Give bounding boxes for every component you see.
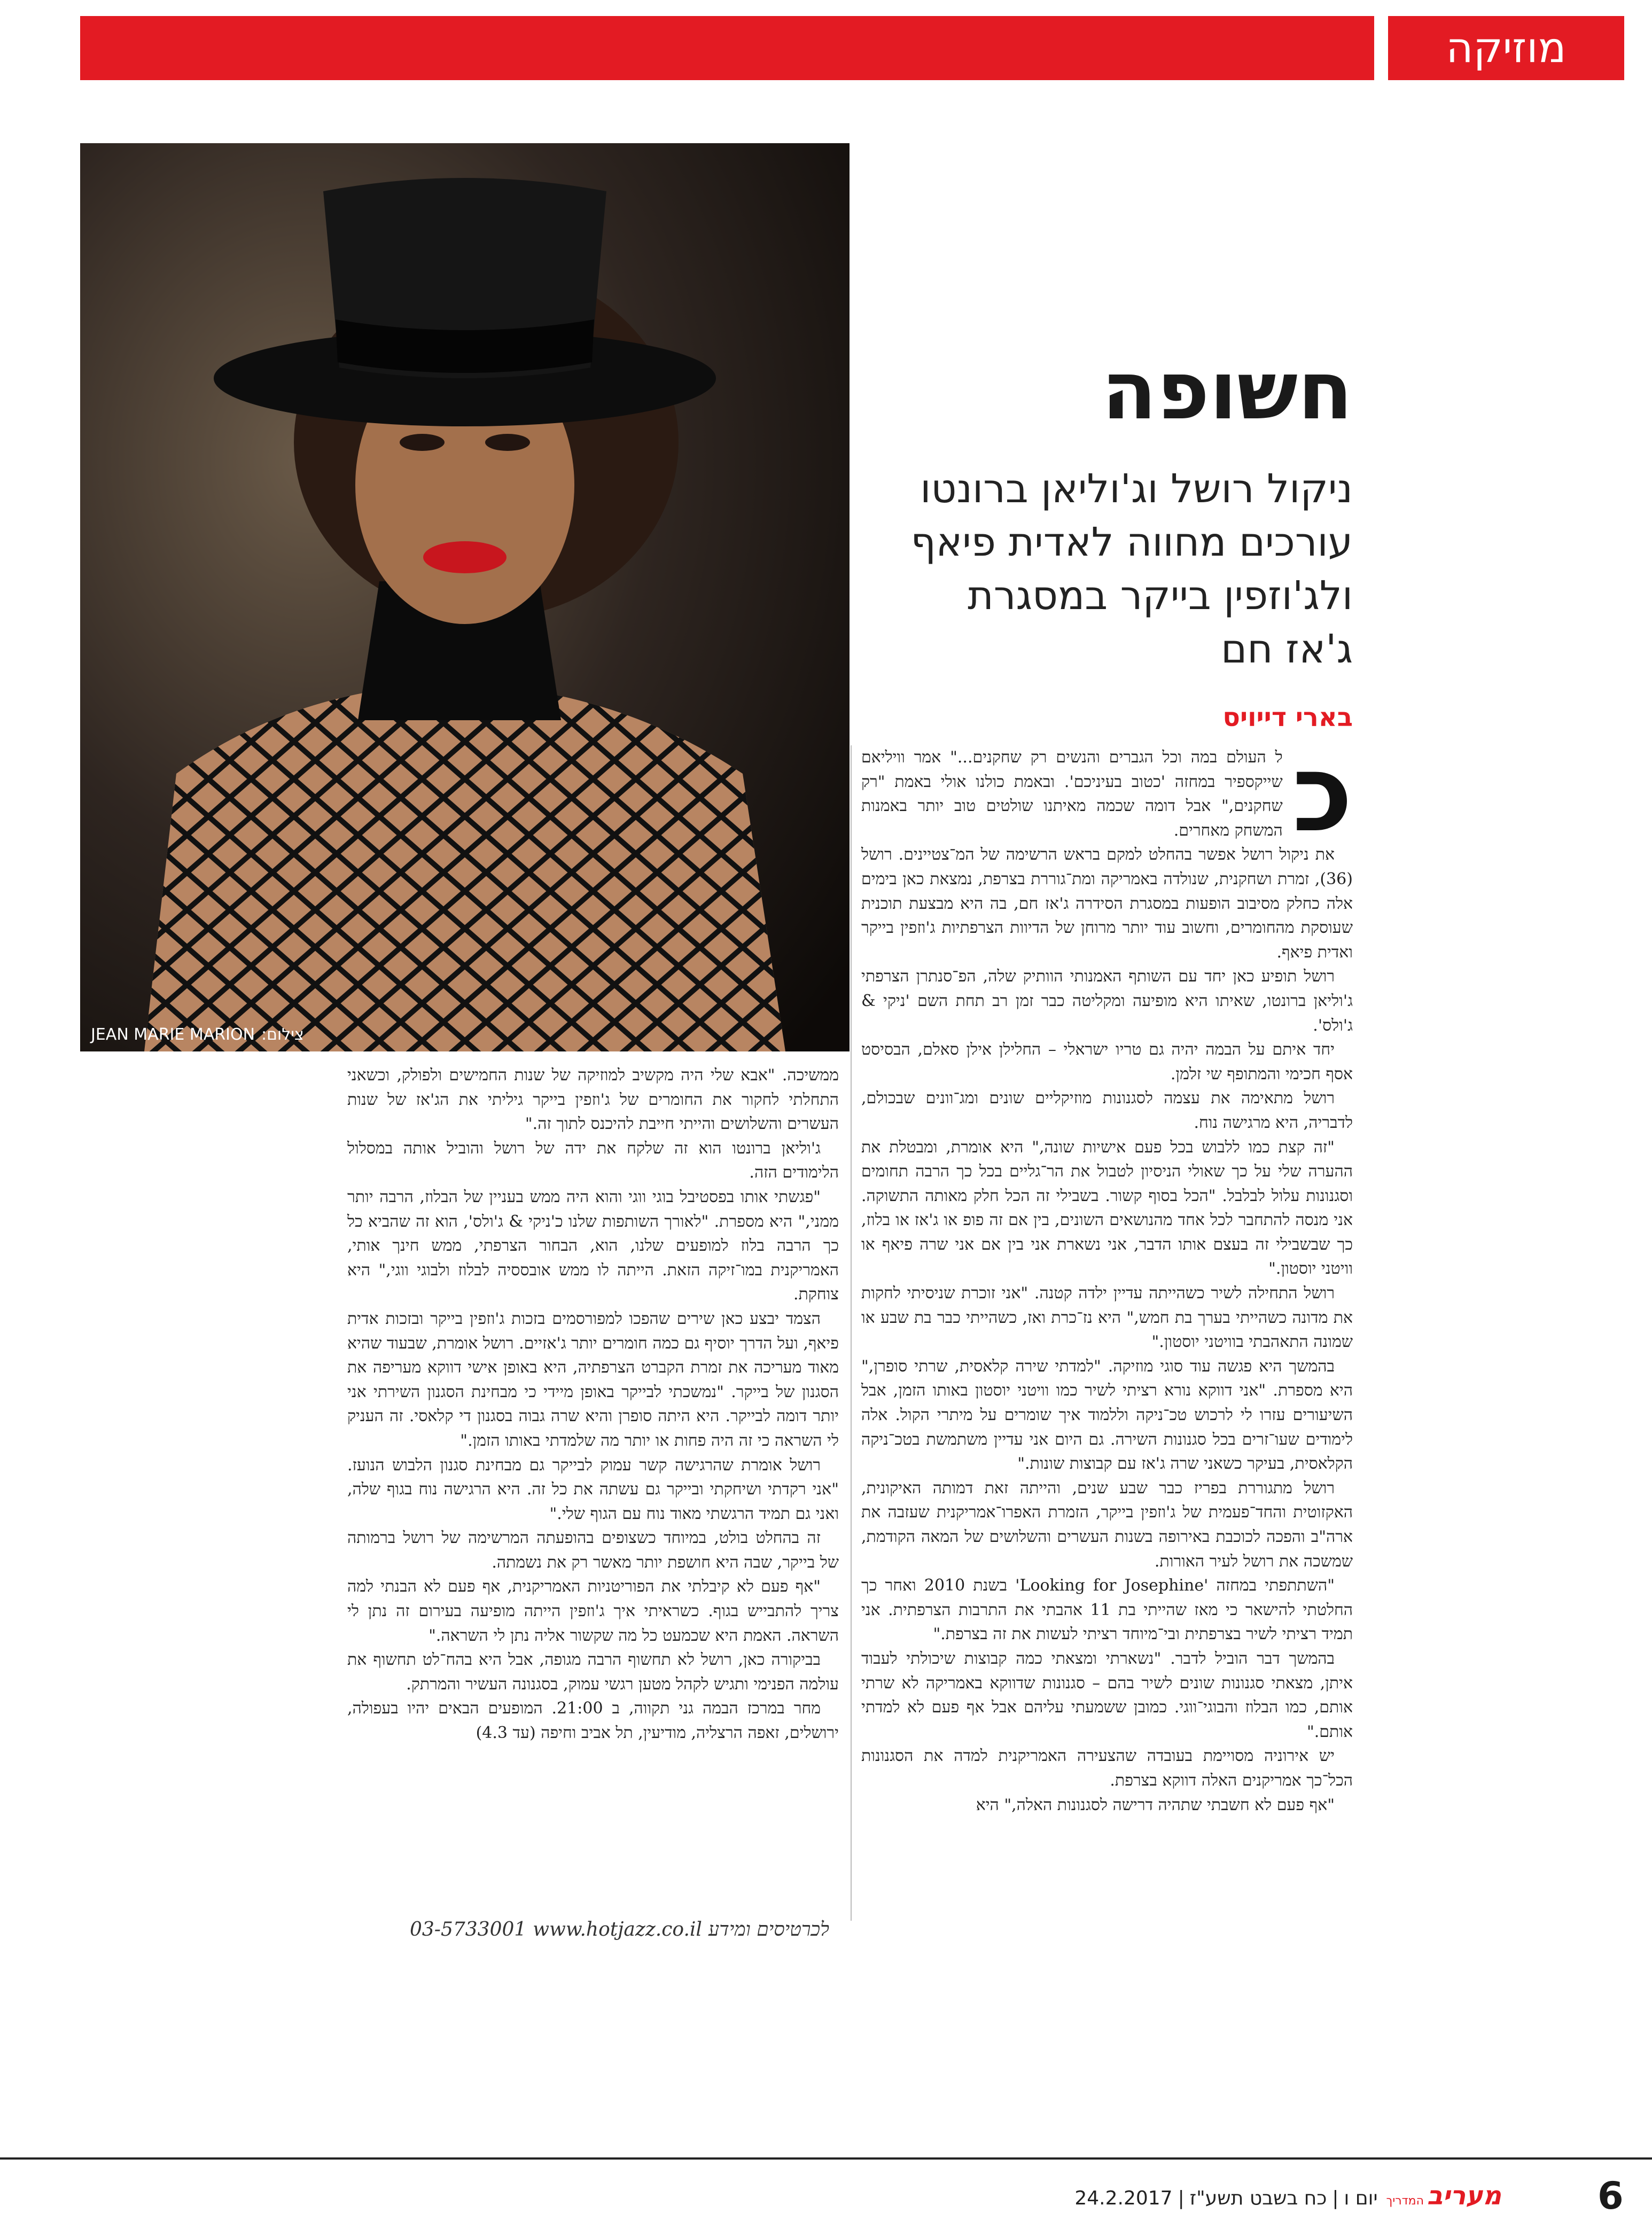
subhead-line: ג'אז חם	[1221, 626, 1353, 672]
drop-cap: כ	[1292, 745, 1353, 856]
paragraph: רושל התחילה לשיר כשהייתה עדיין ילדה קטנה. "אני זוכרת שניסיתי לחקות את מדונה כשהייתי בערך בת חמש," היא נז־כרת ואז, כשהייתי כבר בת שבע או שמונה התאהבתי בוויטני יוסטון."	[861, 1284, 1353, 1352]
paragraph: בביקורה כאן, רושל לא תחשוף הרבה מגופה, אבל היא בהח־לט תחשוף את עולמה הפנימי ותגיש לקהל מטען רגשי עמוק, בסגנונה העשיר והמרתק.	[347, 1650, 839, 1694]
paragraph: רושל מתאימה את עצמה לסגנונות מוזיקליים שונים ומג־וונים שבכולם, לדבריה, היא מרגישה נוח.	[861, 1089, 1353, 1132]
byline: בארי דייויס	[1222, 703, 1353, 732]
column-divider	[851, 745, 852, 1921]
paragraph: יחד איתם על הבמה יהיה גם טריו ישראלי – החלילן אילן סאלם, הבסיסט אסף חכימי והמתופף שי זלמן.	[861, 1040, 1353, 1084]
ticket-phone: 03-5733001	[409, 1919, 527, 1941]
paragraph: "אף פעם לא קיבלתי את הפוריטניות האמריקנית, אף פעם לא הבנתי למה צריך להתבייש בגוף. כשראיתי איך ג'וזפין הייתה מופיעה בעירום זה נתן לי השראה. האמת היא שכמעט כל מה שקשור אליה נתן לי השראה."	[347, 1577, 839, 1645]
page-footer: מעריבהמדריךיום ו|כח בשבט תשע"ז|24.2.2017	[1074, 2181, 1501, 2211]
paragraph: רושל תופיע כאן יחד עם השותף האמנותי הוותיק שלה, הפ־סנתרן הצרפתי ג'וליאן ברונטו, שאיתו היא מופיעה ומקליטה כבר זמן רב תחת השם 'ניקי & ג'ולס'.	[861, 967, 1353, 1035]
paragraph: זה בהחלט בולט, במיוחד כשצופים בהופעתה המרשימה של רושל ברמותה של בייקר, שבה היא חושפת יותר מאשר רק את נשמתה.	[347, 1529, 839, 1572]
section-header-bar	[80, 16, 1374, 80]
publication-logo: מעריב	[1427, 2181, 1501, 2211]
paragraph: "אף פעם לא חשבתי שתהיה דרישה לסגנונות האלה," היא	[976, 1795, 1335, 1814]
paragraph: "פגשתי אותו בפסטיבל בוגי ווגי והוא היה ממש בעניין של הבלוז, הרבה יותר ממני," היא מספרת. "לאורך השותפות שלנו כ'ניקי & ג'ולס', הוא זה שהביא כל כך הרבה בלוז למופעים שלנו, הוא, הבחור הצרפתי, ממש חינך אותי, האמריקנית במו־זיקה הזאת. הייתה לו ממש אובססיה לבלוז ולבוגי ווגי," היא צוחקת.	[347, 1187, 839, 1304]
subhead-line: ניקול רושל וג'וליאן ברונטו	[920, 466, 1353, 512]
paragraph: בהמשך היא פגשה עוד סוגי מוזיקה. "למדתי שירה קלאסית, שרתי סופרן," היא מספרת. "אני דווקא נורא רציתי לשיר כמו וויטני יוסטון באותו הזמן, אבל השיעורים עזרו לי לרכוש טכ־ניקה וללמוד איך שומרים על מיתרי הקול. אלה לימודים שעו־זרים בכל סגנונות השירה. גם היום אני עדיין משתמשת בטכ־ניקה הקלאסית, בעיקר כשאני שרה ג'אז עם קבוצות שונות."	[861, 1357, 1353, 1474]
feature-photo	[80, 143, 850, 1051]
article-column-left	[347, 1063, 839, 1929]
subhead-line: עורכים מחווה לאדית פיאף	[910, 519, 1353, 565]
ticket-info-label: לכרטיסים ומידע	[708, 1919, 829, 1941]
photo-credit-label: צילום:	[261, 1025, 304, 1044]
subhead-line: ולג'וזפין בייקר במסגרת	[968, 573, 1353, 619]
ticket-url[interactable]: www.hotjazz.co.il	[533, 1919, 702, 1941]
paragraph: רושל מתגוררת בפריז כבר שבע שנים, והייתה זאת דמותה האיקונית, האקזוטית והחד־פעמית של ג'וזפין בייקר, הזמרת האפרו־אמריקנית שעזבה את ארה"ב והפכה לכוכבת באירופה בשנות העשרים והשלושים של המאה הקודמת, שמשכה את רושל לעיר האורות.	[861, 1478, 1353, 1571]
paragraph: מחר במרכז הבמה גני תקווה, ב 21:00. המופעים הבאים יהיו בעפולה, ירושלים, זאפה הרצליה, מודיעין, תל אביב וחיפה (עד 4.3)	[347, 1699, 839, 1743]
section-tab: מוזיקה	[1388, 16, 1624, 80]
ticket-info	[403, 1918, 829, 1941]
paragraph: "זה קצת כמו ללבוש בכל פעם אישיות שונה," היא אומרת, ומבטלת את ההערה שלי על כך שאולי הניסיון לטבול את הר־גליים בכל כך הרבה תחומים וסגנונות עלול לבלבל. "הכל בסוף קשור. בשבילי זה הכל חלק מאותה התשוקה. אני מנסה להתחבר לכל אחד מהנושאים השונים, בין אם זה פופ או ג'אז או בלוז, כך שבשבילי זה בעצם אותו הדבר, אני נשארת אני בין אם אני שרה פיאף או וויטני יוסטון."	[861, 1137, 1353, 1279]
paragraph: "השתתפתי במחזה 'Looking for Josephine' בשנת 2010 ואחר כך החלטתי להישאר כי מאז שהייתי בת 11 אהבתי את התרבות הצרפתית. אני תמיד רציתי לשיר בצרפתית ובי־מיוחד רציתי לעשות את זה בצרפת."	[861, 1576, 1353, 1644]
paragraph: רושל אומרת שהרגישה קשר עמוק לבייקר גם מבחינת סגנון הלבוש הנועז. "אני רקדתי ושיחקתי ובייקר גם עשתה את כל זה. היא הרגישה נוח בגוף שלה, ואני גם תמיד הרגשתי מאוד נוח עם הגוף שלי."	[347, 1455, 839, 1523]
portrait-illustration	[80, 143, 850, 1051]
photo-credit	[88, 1025, 307, 1044]
footer-hebrew-date: כח בשבט תשע"ז	[1189, 2187, 1327, 2209]
paragraph: הצמד יבצע כאן שירים שהפכו למפורסמים בזכות ג'וזפין בייקר ובזכות אדית פיאף, ועל הדרך יוסיף גם כמה חומרים יותר ג'אזיים. רושל אומרת, שבעוד שהיא מאוד מעריכה את זמרת הקברט הצרפתיה, היא באופן אישי דווקא מעריפה את הסגנון של בייקר. "נמשכתי לבייקר באופן מיידי כי מבחינת הסגנון השירתי אני יותר דומה לבייקר. היא היתה סופרן והיא שרה גבוה בסגנון די קלאסי. זה העניק לי השראה כי זה היה פחות או יותר מה שלמדתי באותו הזמן."	[347, 1309, 839, 1450]
paragraph: יש אירוניה מסויימת בעובדה שהצעירה האמריקנית למדה את הסגנונות הכל־כך אמריקנים האלה דווקא בצרפת.	[861, 1747, 1353, 1790]
headline: חשופה	[1102, 345, 1353, 438]
footer-rule	[0, 2157, 1652, 2160]
paragraph: ג'וליאן ברונטו הוא זה שלקח את ידה של רושל והוביל אותה במסלול הלימודים הזה.	[347, 1139, 839, 1182]
page-number: 6	[1598, 2174, 1624, 2218]
publication-logo-sub: המדריך	[1386, 2194, 1424, 2208]
subheadline	[792, 462, 1353, 676]
paragraph: בהמשך דבר הוביל לדבר. "נשארתי ומצאתי כמה קבוצות שיכולתי לעבוד איתן, מצאתי סגנונות שונים לשיר בהם – סגנונות שדווקא באמריקה לא שרתי אותם, כמו הבלוז והבוגי־ווגי. כמובן ששמעתי עליהם אבל אף פעם לא למדתי אותם."	[861, 1649, 1353, 1741]
paragraph: ל העולם במה וכל הגברים והנשים רק שחקנים..." אמר וויליאם שייקספיר במחזה 'כטוב בעיניכם'. ובאמת כולנו אולי באמת "רק שחקנים," אבל דומה שכמה מאיתנו שולטים טוב יותר באמנות המשחק מאחרים.	[861, 748, 1283, 840]
footer-date: 24.2.2017	[1074, 2187, 1173, 2209]
article-column-right	[861, 745, 1353, 1867]
paragraph: ממשיכה. "אבא שלי היה מקשיב למוזיקה של שנות החמישים ולפולק, וכשאני התחלתי לחקור את החומרים של ג'וזפין בייקר גיליתי את הג'אז של שנות העשרים והשלושים והייתי חייבת להיכנס לתוך זה."	[347, 1066, 839, 1134]
paragraph: את ניקול רושל אפשר בהחלט למקם בראש הרשימה של המ־צטיינים. רושל (36), זמרת ושחקנית, שנולדה באמריקה ומת־גוררת בצרפת, נמצאת כאן בימים אלה כחלק מסיבוב הופעות במסגרת הסידרה ג'אז חם, בה היא מבצעת תוכנית שעוסקת מהחומרים, וחשוב עוד יותר מרוחן של הדיוות הצרפתיות ג'וזפין בייקר ואדית פיאף.	[861, 845, 1353, 962]
photo-credit-name: JEAN MARIE MARION	[91, 1025, 255, 1044]
footer-day: יום ו	[1344, 2187, 1378, 2209]
